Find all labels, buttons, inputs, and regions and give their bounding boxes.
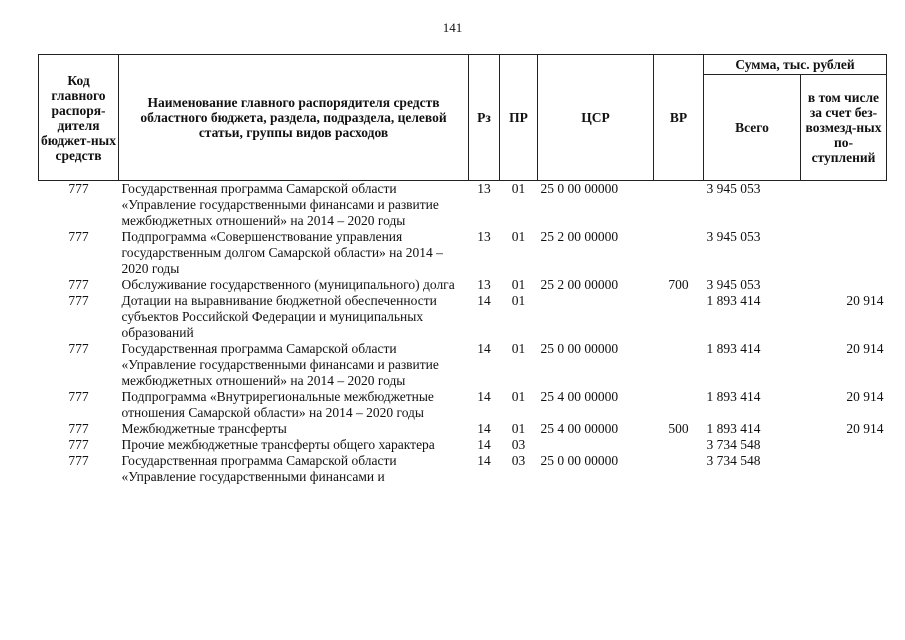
cell-total: 1 893 414 bbox=[706, 293, 761, 308]
cell-free bbox=[801, 437, 887, 453]
cell-rz: 13 bbox=[477, 181, 491, 196]
header-rz: Рз bbox=[469, 55, 500, 181]
table-header bbox=[39, 55, 887, 181]
cell-rz: 13 bbox=[477, 229, 491, 244]
cell-pr: 01 bbox=[511, 277, 526, 292]
header-sum: Сумма, тыс. рублей bbox=[704, 55, 887, 75]
cell-code: 777 bbox=[68, 181, 89, 196]
cell-pr: 01 bbox=[511, 389, 526, 404]
page-number: 141 bbox=[442, 20, 463, 35]
header-csr: ЦСР bbox=[538, 55, 654, 181]
cell-free bbox=[801, 181, 887, 230]
cell-csr bbox=[538, 437, 654, 453]
cell-pr: 03 bbox=[511, 453, 526, 468]
cell-total: 1 893 414 bbox=[706, 389, 761, 404]
table-row bbox=[39, 421, 887, 437]
cell-vr: 500 bbox=[668, 421, 689, 436]
cell-total: 1 893 414 bbox=[706, 421, 761, 436]
cell-csr bbox=[538, 293, 654, 341]
cell-name: Подпрограмма «Совершенствование управления государственным долгом Самарской области» на 2014 – 2020 годы bbox=[121, 229, 443, 276]
cell-rz: 14 bbox=[477, 421, 491, 436]
cell-csr: 25 2 00 00000 bbox=[540, 277, 619, 292]
table-row bbox=[39, 181, 887, 230]
cell-total: 3 734 548 bbox=[706, 453, 761, 468]
cell-vr bbox=[654, 229, 704, 277]
cell-vr bbox=[654, 389, 704, 421]
cell-rz: 14 bbox=[477, 453, 491, 468]
cell-code: 777 bbox=[68, 421, 89, 436]
cell-pr: 01 bbox=[511, 341, 526, 356]
cell-csr: 25 4 00 00000 bbox=[540, 421, 619, 436]
cell-csr: 25 0 00 00000 bbox=[540, 341, 619, 356]
header-pr: ПР bbox=[500, 55, 538, 181]
cell-vr bbox=[654, 293, 704, 341]
cell-name: Государственная программа Самарской области «Управление государственными финансами и bbox=[121, 453, 397, 484]
cell-csr: 25 0 00 00000 bbox=[540, 453, 619, 468]
table-row bbox=[39, 453, 887, 485]
cell-total: 3 945 053 bbox=[706, 229, 761, 244]
cell-pr: 03 bbox=[511, 437, 526, 452]
cell-code: 777 bbox=[68, 277, 89, 292]
table-row bbox=[39, 341, 887, 389]
cell-name: Государственная программа Самарской области «Управление государственными финансами и развитие межбюджетных отношений» на 2014 – 2020 годы bbox=[121, 341, 439, 388]
cell-rz: 14 bbox=[477, 293, 491, 308]
cell-free bbox=[801, 277, 887, 293]
header-name: Наименование главного распорядителя средств областного бюджета, раздела, подраздела, целевой статьи, группы видов расходов bbox=[119, 55, 469, 181]
cell-csr: 25 2 00 00000 bbox=[540, 229, 619, 244]
cell-csr: 25 4 00 00000 bbox=[540, 389, 619, 404]
cell-rz: 14 bbox=[477, 437, 491, 452]
table-row bbox=[39, 229, 887, 277]
cell-free: 20 914 bbox=[846, 421, 884, 436]
cell-name: Подпрограмма «Внутрирегиональные межбюджетные отношения Самарской области» на 2014 – 2020 годы bbox=[121, 389, 434, 420]
table-body bbox=[39, 181, 887, 486]
cell-pr: 01 bbox=[511, 181, 526, 196]
cell-pr: 01 bbox=[511, 293, 526, 308]
cell-vr bbox=[654, 437, 704, 453]
cell-free bbox=[801, 229, 887, 277]
cell-pr: 01 bbox=[511, 421, 526, 436]
cell-vr bbox=[654, 453, 704, 485]
cell-rz: 14 bbox=[477, 389, 491, 404]
cell-name: Обслуживание государственного (муниципального) долга bbox=[121, 277, 455, 292]
cell-code: 777 bbox=[68, 453, 89, 468]
header-code: Код главного распоря-дителя бюджет-ных средств bbox=[39, 55, 119, 181]
header-free: в том числе за счет без-возмезд-ных по-ступлений bbox=[801, 75, 887, 181]
cell-free: 20 914 bbox=[846, 389, 884, 404]
cell-vr bbox=[654, 341, 704, 389]
cell-code: 777 bbox=[68, 341, 89, 356]
cell-code: 777 bbox=[68, 437, 89, 452]
cell-total: 1 893 414 bbox=[706, 341, 761, 356]
cell-rz: 14 bbox=[477, 341, 491, 356]
cell-code: 777 bbox=[68, 293, 89, 308]
cell-name: Межбюджетные трансферты bbox=[121, 421, 287, 436]
cell-vr bbox=[654, 181, 704, 230]
cell-free: 20 914 bbox=[846, 293, 884, 308]
cell-csr: 25 0 00 00000 bbox=[540, 181, 619, 196]
header-vr: ВР bbox=[654, 55, 704, 181]
table-row bbox=[39, 389, 887, 421]
table-row bbox=[39, 437, 887, 453]
cell-vr: 700 bbox=[668, 277, 689, 292]
cell-rz: 13 bbox=[477, 277, 491, 292]
cell-code: 777 bbox=[68, 389, 89, 404]
cell-total: 3 945 053 bbox=[706, 181, 761, 196]
header-total: Всего bbox=[704, 75, 801, 181]
table-row bbox=[39, 293, 887, 341]
budget-table bbox=[38, 54, 887, 485]
cell-total: 3 734 548 bbox=[706, 437, 761, 452]
cell-total: 3 945 053 bbox=[706, 277, 761, 292]
table-row bbox=[39, 277, 887, 293]
cell-free bbox=[801, 453, 887, 485]
cell-code: 777 bbox=[68, 229, 89, 244]
cell-name: Дотации на выравнивание бюджетной обеспеченности субъектов Российской Федерации и муниципальных образований bbox=[121, 293, 437, 340]
cell-free: 20 914 bbox=[846, 341, 884, 356]
cell-pr: 01 bbox=[511, 229, 526, 244]
cell-name: Государственная программа Самарской области «Управление государственными финансами и развитие межбюджетных отношений» на 2014 – 2020 годы bbox=[121, 181, 439, 228]
cell-name: Прочие межбюджетные трансферты общего характера bbox=[121, 437, 435, 452]
